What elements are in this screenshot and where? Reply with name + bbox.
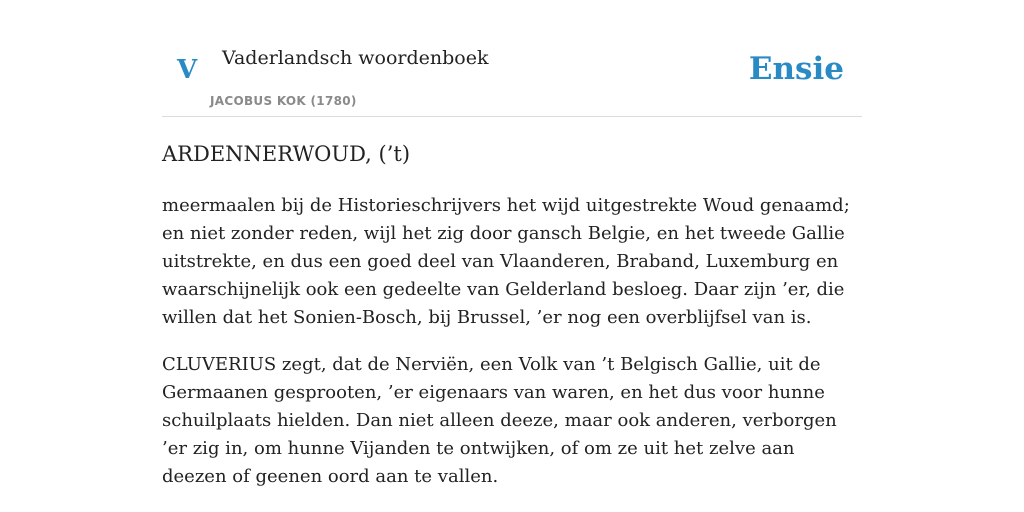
entry-content	[162, 138, 862, 510]
book-header	[162, 0, 862, 117]
entry-title: ARDENNERWOUD, (’t)	[162, 142, 411, 166]
ensie-logo-link[interactable]: Ensie	[748, 51, 844, 87]
entry-paragraph-2: CLUVERIUS zegt, dat de Nerviën, een Volk van ’t Belgisch Gallie, uit de Germaanen gesprooten, ’er eigenaars van waren, en het dus voor hunne schuilplaats hielden. Dan niet alleen deeze, maar ook anderen, verborgen ’er zig in, om hunne Vijanden te ontwijken, of om ze uit het zelve aan deezen of geenen oord aan te vallen.	[162, 354, 837, 487]
book-author: JACOBUS KOK (1780)	[210, 94, 357, 108]
entry-paragraph-1: meermaalen bij de Historieschrijvers het wijd uitgestrekte Woud genaamd; en niet zonder reden, wijl het zig door gansch Belgie, en het tweede Gallie uitstrekte, en dus een goed deel van Vlaanderen, Braband, Luxemburg en waarschijnelijk ook een gedeelte van Gelderland besloeg. Daar zijn ’er, die willen dat het Sonien-Bosch, bij Brussel, ’er nog een overblijfsel van is.	[162, 195, 850, 328]
volume-letter-badge[interactable]: V	[177, 55, 198, 85]
book-title-link[interactable]: Vaderlandsch woordenboek	[222, 47, 489, 69]
